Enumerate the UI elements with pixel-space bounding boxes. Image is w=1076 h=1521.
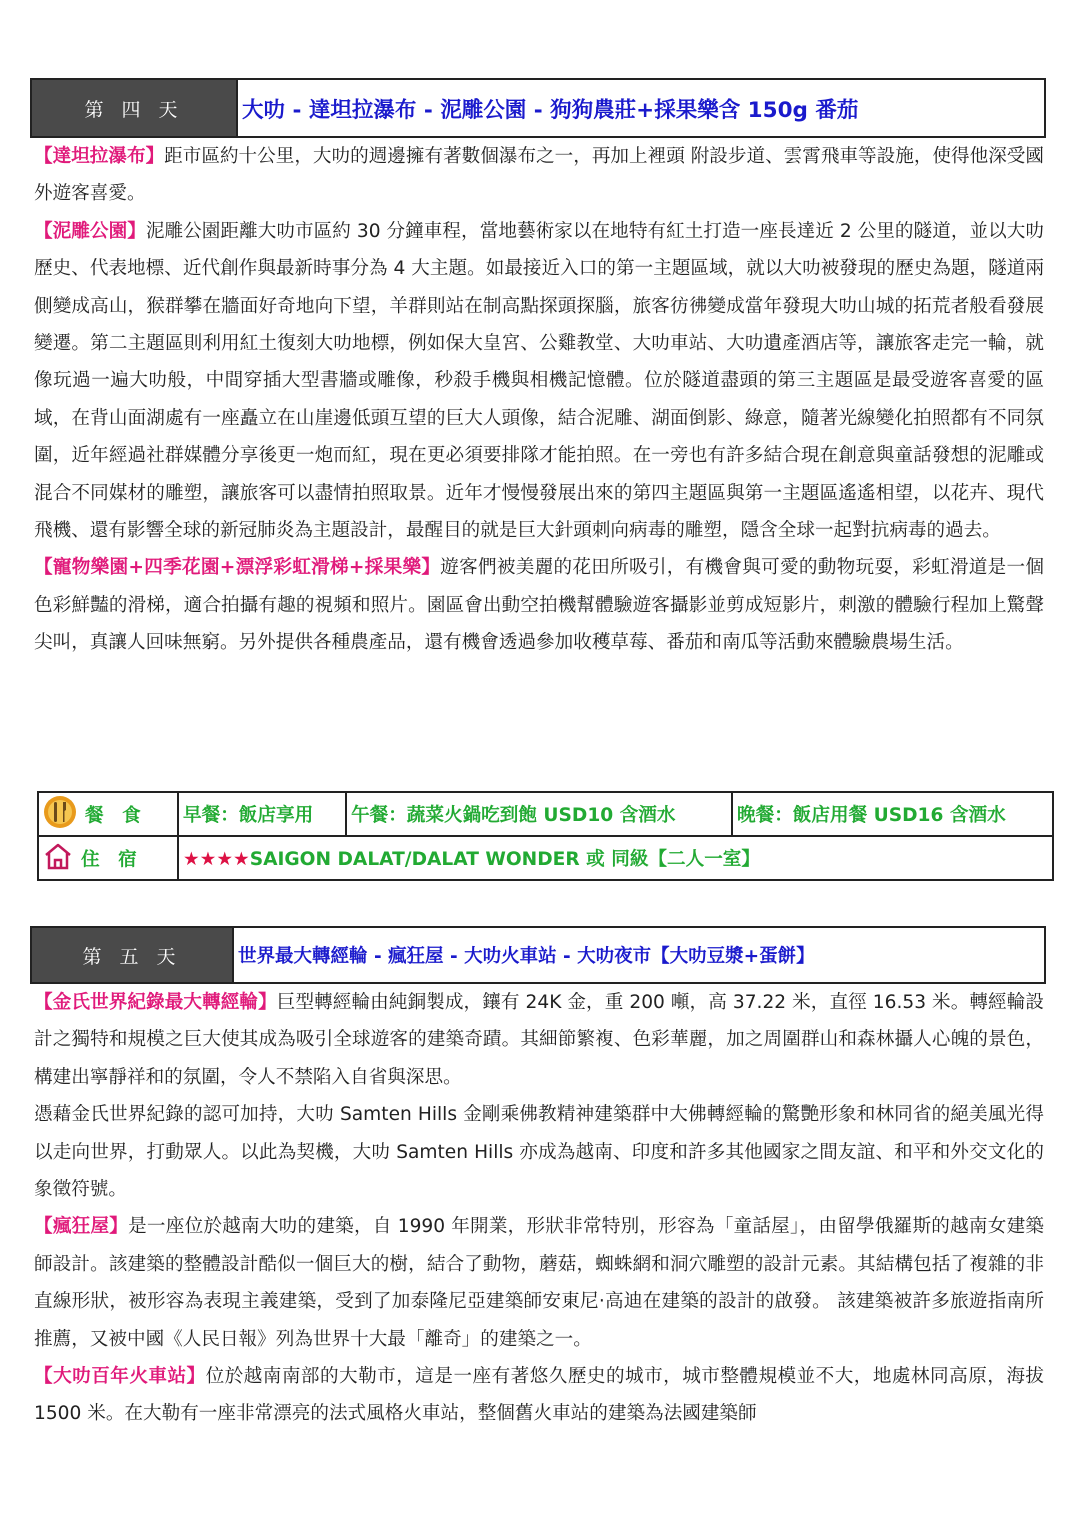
tag-clay-park: 【泥雕公園】 — [34, 220, 146, 242]
tag-railway-station: 【大叻百年火車站】 — [34, 1366, 206, 1388]
day5-header — [30, 926, 1046, 984]
fork-knife-icon — [43, 795, 77, 834]
meals-header-cell — [38, 792, 178, 836]
house-icon — [43, 841, 73, 876]
meals-lodging-table — [37, 791, 1054, 881]
text-railway-station: 位於越南南部的大勒市，這是一座有著悠久歷史的城市，城市整體規模並不大，地處林同高原，海拔 1500 米。在大勒有一座非常漂亮的法式風格火車站，整個舊火車站的建築為法國建築師 — [34, 1366, 1044, 1425]
meals-label: 餐 食 — [85, 805, 147, 826]
breakfast-cell: 早餐：飯店享用 — [178, 792, 346, 836]
paragraph-datanla-falls — [34, 138, 1044, 213]
paragraph-clay-park — [34, 213, 1044, 550]
lodging-header-cell — [38, 836, 178, 880]
paragraph-crazy-house — [34, 1208, 1044, 1358]
tag-datanla-falls: 【達坦拉瀑布】 — [34, 146, 165, 167]
text-samten-hills: 憑藉金氏世界紀錄的認可加持，大叻 Samten Hills 金剛乘佛教精神建築群中大佛轉經輪的驚艷形象和林同省的絕美風光得以走向世界，打動眾人。以此為契機，大叻 Samten Hills 亦成為越南、印度和許多其他國家之間友誼、和平和外交文化的象徵符號。 — [34, 1104, 1044, 1201]
paragraph-pet-park — [34, 549, 1044, 661]
tag-prayer-wheel: 【金氏世界紀錄最大轉經輪】 — [34, 992, 277, 1013]
meals-row — [38, 792, 1053, 836]
hotel-cell — [178, 836, 1053, 880]
text-pet-park: 遊客們被美麗的花田所吸引，有機會與可愛的動物玩耍，彩虹滑道是一個色彩鮮豔的滑梯，適合拍攝有趣的視頻和照片。園區會出動空拍機幫體驗遊客攝影並剪成短影片，刺激的體驗行程加上驚聲尖叫，真讓人回味無窮。另外提供各種農產品，還有機會透過參加收穫草莓、番茄和南瓜等活動來體驗農場生活。 — [34, 557, 1044, 654]
text-prayer-wheel: 巨型轉經輪由純銅製成，鑲有 24K 金，重 200 噸，高 37.22 米，直徑 16.53 米。轉經輪設計之獨特和規模之巨大使其成為吸引全球遊客的建築奇蹟。其細節繁複、色彩華麗，加之周圍群山和森林攝人心魄的景色，構建出寧靜祥和的氛圍，令人不禁陷入自省與深思。 — [34, 992, 1044, 1088]
paragraph-railway-station — [34, 1358, 1044, 1433]
text-datanla-falls: 距市區約十公里，大叻的週邊擁有著數個瀑布之一，再加上裡頭 附設步道、雲霄飛車等設施，使得他深受國外遊客喜愛。 — [34, 146, 1044, 205]
day4-header — [30, 78, 1046, 138]
lunch-cell: 午餐：蔬菜火鍋吃到飽 USD10 含酒水 — [346, 792, 732, 836]
lodging-label: 住 宿 — [81, 849, 143, 870]
paragraph-samten-hills — [34, 1096, 1044, 1208]
tag-crazy-house: 【瘋狂屋】 — [34, 1216, 129, 1238]
tag-pet-park: 【寵物樂園+四季花園+漂浮彩虹滑梯+採果樂】 — [34, 557, 441, 579]
text-clay-park: 泥雕公園距離大叻市區約 30 分鐘車程，當地藝術家以在地特有紅土打造一座長達近 2 公里的隧道，並以大叻歷史、代表地標、近代創作與最新時事分為 4 大主題。如最接近入口的第一主題區域，就以大叻被發現的歷史為題，隧道兩側變成高山，猴群攀在牆面好奇地向下望，羊群則站在制高點探頭探腦，旅客彷彿變成當年發現大叻山城的拓荒者般看發展變遷。第二主題區則利用紅土復刻大叻地標，例如保大皇宮、公雞教堂、大叻車站、大叻遺產酒店等，讓旅客走完一輪，就像玩過一遍大叻般，中間穿插大型書牆或雕像，秒殺手機與相機記憶體。位於隧道盡頭的第三主題區是最受遊客喜愛的區域，在背山面湖處有一座矗立在山崖邊低頭互望的巨大人頭像，結合泥雕、湖面倒影、綠意，隨著光線變化拍照都有不同氛圍，近年經過社群媒體分享後更一炮而紅，現在更必須要排隊才能拍照。在一旁也有許多結合現在創意與童話發想的泥雕或混合不同媒材的雕塑，讓旅客可以盡情拍照取景。近年才慢慢發展出來的第四主題區與第一主題區遙遙相望，以花卉、現代飛機、還有影響全球的新冠肺炎為主題設計，最醒目的就是巨大針頭刺向病毒的雕塑，隱含全球一起對抗病毒的過去。 — [34, 220, 1044, 542]
star-rating: ★★★★ — [183, 849, 250, 870]
day5-description — [34, 984, 1044, 1433]
day5-title: 世界最大轉經輪 - 瘋狂屋 - 大叻火車站 - 大叻夜市【大叻豆漿+蛋餅】 — [238, 946, 815, 967]
paragraph-prayer-wheel — [34, 984, 1044, 1096]
dinner-cell: 晚餐：飯店用餐 USD16 含酒水 — [732, 792, 1053, 836]
day4-label: 第 四 天 — [32, 80, 238, 136]
day4-description — [34, 138, 1044, 662]
day4-title: 大叻 - 達坦拉瀑布 - 泥雕公園 - 狗狗農莊+採果樂含 150g 番茄 — [242, 97, 859, 123]
lodging-row — [38, 836, 1053, 880]
text-crazy-house: 是一座位於越南大叻的建築，自 1990 年開業，形狀非常特別，形容為「童話屋」，由留學俄羅斯的越南女建築師設計。該建築的整體設計酷似一個巨大的樹，結合了動物，蘑菇，蜘蛛網和洞穴雕塑的設計元素。其結構包括了複雜的非直線形狀，被形容為表現主義建築，受到了加泰隆尼亞建築師安東尼·高迪在建築的設計的啟發。 該建築被許多旅遊指南所推薦，又被中國《人民日報》列為世界十大最「離奇」的建築之一。 — [34, 1216, 1044, 1350]
hotel-name: SAIGON DALAT/DALAT WONDER 或 同級【二人一室】 — [249, 849, 760, 870]
day5-label: 第 五 天 — [32, 928, 234, 982]
